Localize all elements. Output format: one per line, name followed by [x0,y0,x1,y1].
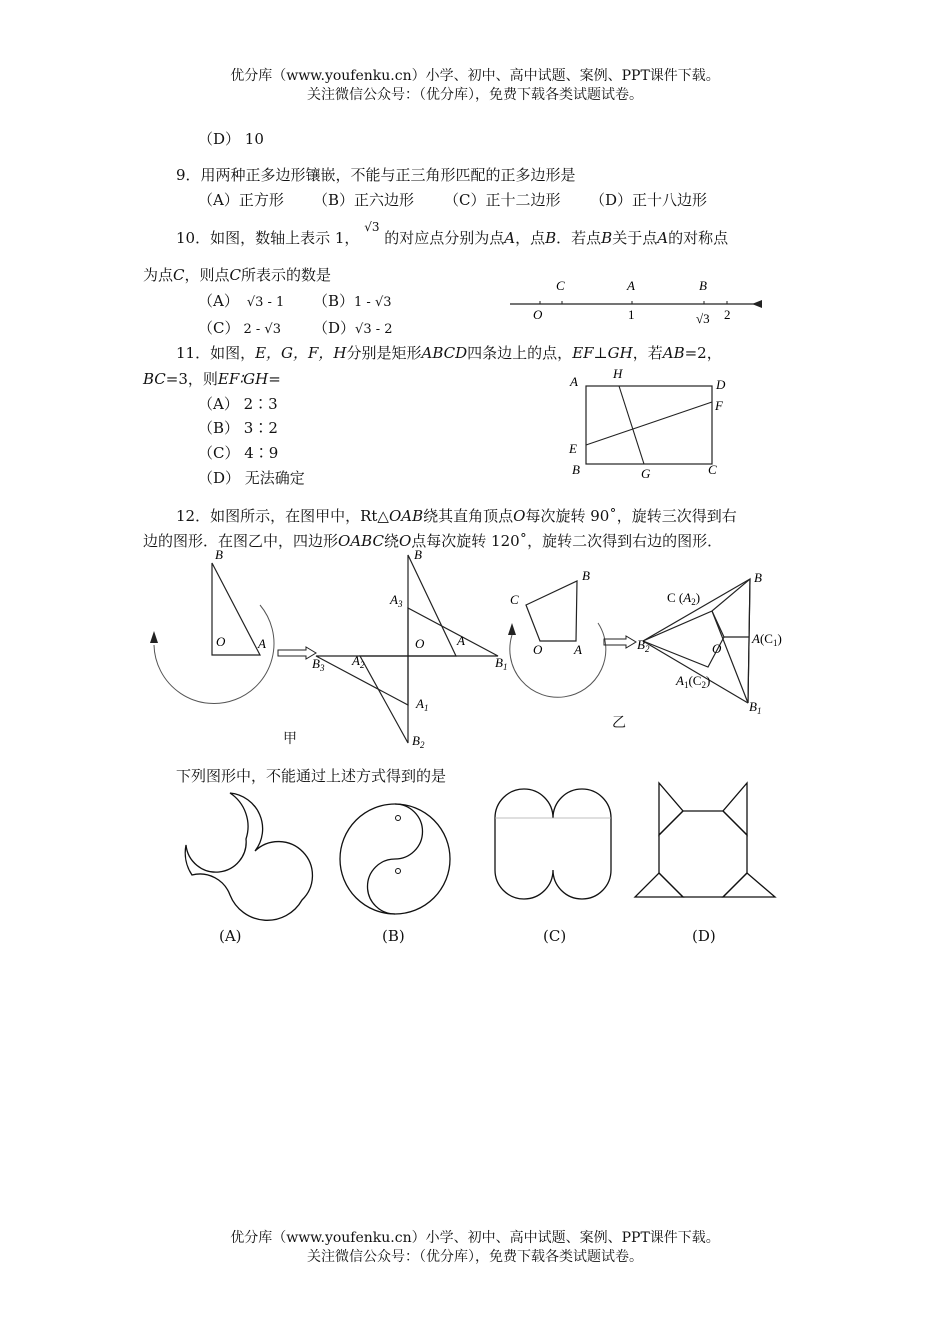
jia-r-label-b3: $B_3$ [312,656,325,673]
yi-r-label-a-c1: $A(C_1)$ [752,631,782,648]
quadrilateral-oabc [526,581,577,641]
yi-r-label-c-a2: C $(A_2)$ [667,590,701,607]
label-b: B [699,278,707,293]
rect-label-b: B [572,462,580,477]
q11-stem-c: 四条边上的点， [467,344,573,362]
yi-r-edge-1 [643,579,750,641]
header-line-2: 关注微信公众号：（优分库），免费下载各类试题试卷。 [307,87,643,103]
rotation-arc-yi [510,623,606,697]
yi-label-c: C [510,592,519,607]
q11-rectangle-figure [560,362,740,484]
choice-label-b: (B) [382,927,405,945]
q10-option-c-label: （C） [198,319,240,337]
q10-point-a2: A [657,229,669,247]
yi-label-o: O [533,642,543,657]
q10-option-b-value: 1 - √3 [354,295,392,310]
q11-option-c: （C） 4∶9 [198,444,279,462]
q10-option-b [313,290,392,311]
q10-point-a: A [504,229,516,247]
q10-option-d-label: （D） [313,319,356,337]
q10-stem-e: 的对称点 [668,229,729,247]
jia-label-a: A [258,636,266,651]
q10-option-d [313,317,393,338]
q10-stem-b: 的对应点分别为点 [384,229,505,247]
label-two: 2 [724,307,731,322]
shape-b-s-curve [368,804,423,914]
q10-option-a-value: √3 - 1 [246,295,285,310]
q9-option-a: （A）正方形 [198,191,284,209]
q12-oabc: OABC [338,532,384,550]
yi-r-label-b2: $B_2$ [637,637,650,654]
q12-choice-shapes [170,775,790,925]
q11-rect: ABCD [421,344,468,362]
q10-stem-a: 10．如图，数轴上表示 1， [176,229,360,247]
shape-b-dot-bottom [396,869,401,874]
footer-line-1: 优分库（www.youfenku.cn）小学、初中、高中试题、案例、PPT课件下载。 [230,1230,720,1246]
q10-point-c2: C [229,266,241,284]
q12-oab: OAB [388,507,424,525]
q10-stem-line1 [176,220,729,248]
rect-label-f: F [715,398,723,413]
q11-option-d: （D） 无法确定 [198,469,305,487]
q10-option-d-value: √3 - 2 [355,322,393,337]
figure-label-jia: 甲 [283,731,297,747]
q11-perp: EF⊥GH [572,344,633,362]
q10-line2-b: ，则点 [184,266,230,284]
rect-label-d: D [716,377,726,392]
shape-d-triangle-br [723,873,775,897]
q12-stem-line1 [176,505,737,526]
q11-stem-d: ，若 [632,344,663,362]
shape-d-triangle-tl [659,783,683,835]
rotation-arc-jia [154,605,274,704]
choice-label-d: (D) [692,927,716,945]
q11-stem-f: =3，则 [165,370,218,388]
q11-bc: BC [143,370,166,388]
pinwheel-triangle-3 [360,656,408,743]
jia-r-label-b1: $B_1$ [495,655,508,672]
footer-line-2: 关注微信公众号：（优分库），免费下载各类试题试卷。 [307,1249,643,1265]
jia-r-label-a3: $A_3$ [390,592,403,609]
q10-stem-d: 关于点 [612,229,658,247]
q10-line2-c: 所表示的数是 [241,266,332,284]
q12-o: O [513,507,526,525]
yi-label-b: B [582,568,590,583]
jia-label-b: B [215,547,223,562]
rect-label-c: C [708,462,717,477]
q10-option-c [198,317,281,338]
yi-r-edge-2 [643,641,748,703]
q10-sep: ，点 [515,229,546,247]
rotation-arrowhead-yi [508,623,516,635]
jia-r-label-a1: $A_1$ [416,696,429,713]
yi-label-a: A [574,642,582,657]
rect-label-g: G [641,466,651,481]
q11-stem-line1 [176,342,722,363]
yi-r-label-b1: $B_1$ [749,699,762,716]
yi-r-label-o: O [712,641,722,656]
q11-option-a: （A） 2∶3 [198,395,278,413]
q9-option-b: （B）正六边形 [313,191,415,209]
q11-ab: AB [662,344,685,362]
q10-option-c-value: 2 - √3 [243,322,281,337]
rect-label-a: A [570,374,578,389]
label-a: A [627,278,635,293]
jia-label-o: O [216,634,226,649]
q11-stem-e: =2， [684,344,722,362]
q9-stem: 9．用两种正多边形镶嵌，不能与正三角形匹配的正多边形是 [176,166,576,184]
q8-option-d: （D） 10 [198,130,264,148]
q12-followup: 下列图形中，不能通过上述方式得到的是 [176,767,447,785]
choice-label-a: (A) [219,927,242,945]
shape-d-octagon [659,811,747,897]
q10-point-c: C [173,266,185,284]
q11-option-b: （B） 3∶2 [198,419,278,437]
yi-r-label-b: B [754,570,762,585]
label-c: C [556,278,565,293]
q10-option-b-label: （B） [313,292,355,310]
q10-option-a [198,290,284,311]
q12-rotation-figures [140,545,800,755]
label-sqrt3: √3 [696,311,710,326]
shape-a-swirl [185,793,312,920]
number-line-arrow [752,300,762,308]
q11-stem-b: 分别是矩形 [346,344,422,362]
q9-option-c: （C）正十二边形 [444,191,561,209]
jia-r-label-b2: $B_2$ [412,733,425,750]
choice-label-c: (C) [543,927,567,945]
q12-line1-b: 绕其直角顶点 [423,507,514,525]
rect-label-h: H [613,366,623,381]
q12-line2-b: 绕 [383,532,399,550]
q10-stem-line2 [143,264,331,285]
yi-r-edge-3 [748,579,750,703]
q12-line1-a: 12．如图所示，在图甲中，Rt△ [176,507,389,525]
shape-c-outline [495,789,611,899]
shape-b-dot-top [396,816,401,821]
q9-option-d: （D）正十八边形 [590,191,708,209]
jia-r-label-o: O [415,636,425,651]
q12-line2-a: 边的图形．在图乙中，四边形 [143,532,339,550]
segment-gh [619,386,644,464]
figure-label-yi: 乙 [612,715,626,731]
jia-r-label-a: A [457,633,465,648]
q12-o2: O [398,532,412,550]
q10-line2-a: 为点 [143,266,174,284]
yi-r-inner-1 [712,611,749,637]
rect-label-e: E [569,441,577,456]
q12-line1-c: 每次旋转 90˚，旋转三次得到右 [525,507,737,525]
shape-d-triangle-tr [723,783,747,835]
q11-stem-a: 11．如图， [176,344,256,362]
shape-d-triangle-bl [635,873,683,897]
rotation-arrowhead-jia [150,631,158,643]
yi-r-label-a1-c2: $A_1(C_2)$ [676,673,711,690]
q10-number-line [500,272,770,330]
q11-vars: E，G，F，H [255,344,347,362]
jia-r-label-b: B [414,547,422,562]
jia-r-label-a2: $A_2$ [352,653,365,670]
segment-ef [586,402,712,445]
label-o: O [533,307,543,322]
q10-option-a-label: （A） [198,292,239,310]
q10-radical: √3 [364,220,380,234]
q10-point-b: B [545,229,557,247]
q11-stem-line2 [143,368,281,389]
transform-arrow-yi [604,636,636,648]
q11-ratio: EF∶GH= [217,370,281,388]
q10-stem-c: ．若点 [556,229,602,247]
label-one: 1 [628,307,635,322]
q10-point-b2: B [601,229,613,247]
q12-line2-c: 点每次旋转 120˚，旋转二次得到右边的图形． [411,532,723,550]
header-line-1: 优分库（www.youfenku.cn）小学、初中、高中试题、案例、PPT课件下载。 [230,68,720,84]
rectangle-abcd [586,386,712,464]
transform-arrow-jia [278,647,316,659]
